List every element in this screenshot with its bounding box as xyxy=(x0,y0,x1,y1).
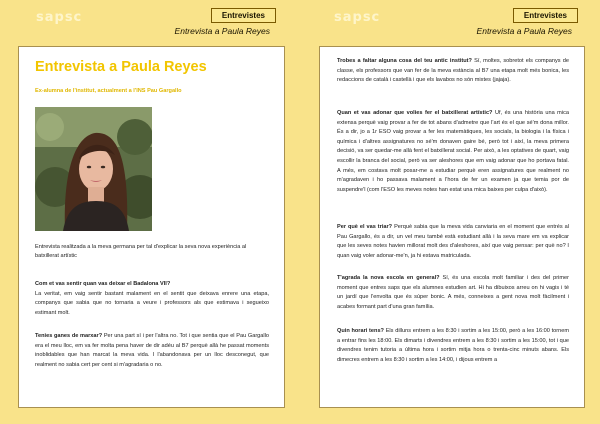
question: Tenies ganes de marxar? xyxy=(35,333,104,339)
left-page xyxy=(18,46,285,408)
left-page-header xyxy=(20,6,282,40)
answer: Sí, és una escola molt familiar i des del primer moment que entres saps que els alumnes estudien art. Hi ha dibuixos arreu on hi vagis i té un jardí que l'envolta que és súper bonic. A més, conneixes a gent nova molt fàcilment i acabes formant part d'una gran família. xyxy=(337,275,569,310)
question: Com et vas sentir quan vas deixar el Badalona VII? xyxy=(35,281,171,287)
qa-item xyxy=(35,332,269,370)
question: T'agrada la nova escola en general? xyxy=(337,275,443,281)
question: Trobes a faltar alguna cosa del teu antic institut? xyxy=(337,58,475,64)
magazine-logo: sapsc xyxy=(334,10,381,25)
right-page-header xyxy=(318,6,584,40)
qa-item xyxy=(337,57,569,86)
qa-item xyxy=(337,109,569,195)
qa-item xyxy=(35,280,269,318)
question: Per què el vas triar? xyxy=(337,224,395,230)
answer: Perquè sabia que la meva vida canviaria en el moment que entrés al Pau Gargallo, és a dir, un vel meu també està estudiant allà i la seva mare em va explicar que les seves notes havien millorat molt des d'aleshores, així que vaig pensar: per què no? I quan vaig voler adonar-me'n, ja hi estava matriculada. xyxy=(337,224,570,259)
answer: La veritat, em vaig sentir bastant malament en el sentit que deixava enrere una etapa, companys que sabia que no tornaria a veure i professors als que estimava i segueixo estimant molt. xyxy=(35,290,269,316)
question: Quan et vas adonar que volies fer el batxillerat artístic? xyxy=(337,110,495,116)
header-subtitle: Entrevista a Paula Reyes xyxy=(174,26,270,36)
qa-item xyxy=(337,223,569,261)
answer: Per una part sí i per l'altra no. Tot i que sentia que el Pau Gargallo era el meu lloc, em va fer molta pena haver de dir adéu al B7 perquè allà he passat moments inoblidables que han marcat la meva vida. I l'abandonava per un lloc desconegut, que realment no sabia cert per cent si m'agradaria o no. xyxy=(35,333,270,368)
answer: Sí, moltes, sobretot els companys de classe, els professors que van fer de la meva estància al B7 una etapa molt més bonica, les redaccions de català i castellà i que els lavabos no són mixtes (jajaja). xyxy=(337,58,570,84)
qa-item xyxy=(337,327,569,365)
section-tag: Entrevistes xyxy=(513,8,578,23)
article-subtitle: Ex-alumna de l'institut, actualment a l'INS Pau Gargallo xyxy=(35,88,182,94)
right-page xyxy=(319,46,585,408)
answer: Uf, és una història una mica extensa perquè vaig provar a fer de tot abans d'admetre que l'art és el que sé'm dona millor. És a dir, jo a 1r ESO vaig provar a fer les matemàtiques, les socials, la biologia i la física i química i d'altres assignatures no sé'm donaven gaire bé, però tot i així, la meva primera decisió, va ser quedar-me allà fent el batxillerat social. Per això, a les optatives de quart, vaig escollir la branca del social, però va ser aleshores que em vaig adonar que ho portava fatal. A més, em costava molt posar-me a estudiar perquè eren assignatures que realment no m'agradaven i ho passava malament a l'hora de fer un examen ja que temia por de suspendre'l (com l'ESO les meves notes han estat una mica baixes per culpa d'això). xyxy=(337,110,569,193)
header-subtitle: Entrevista a Paula Reyes xyxy=(476,26,572,36)
answer: Els dilluns entrem a les 8:30 i sortim a les 15:00, però a les 16:00 tornem a entrar fins les 18:00. Els dimarts i divendres entrem a les 8:30 i sortim a les 15:00, tot i que divendres tenim tutoria a última hora i sortim mitja hora o trenta-cinc minuts abans. Els dimecres entrem a les 8:30 i sortim a les 14:00, i dijous entrem a xyxy=(337,328,569,363)
article-title: Entrevista a Paula Reyes xyxy=(35,59,207,75)
portrait-photo xyxy=(35,107,152,231)
section-tag: Entrevistes xyxy=(211,8,276,23)
photo-caption: Entrevista realitzada a la meva germana per tal d'explicar la seva nova experiència al batxillerat artístic xyxy=(35,244,247,259)
qa-item xyxy=(337,274,569,312)
question: Quin horari tens? xyxy=(337,328,386,334)
magazine-logo: sapsc xyxy=(36,10,83,25)
